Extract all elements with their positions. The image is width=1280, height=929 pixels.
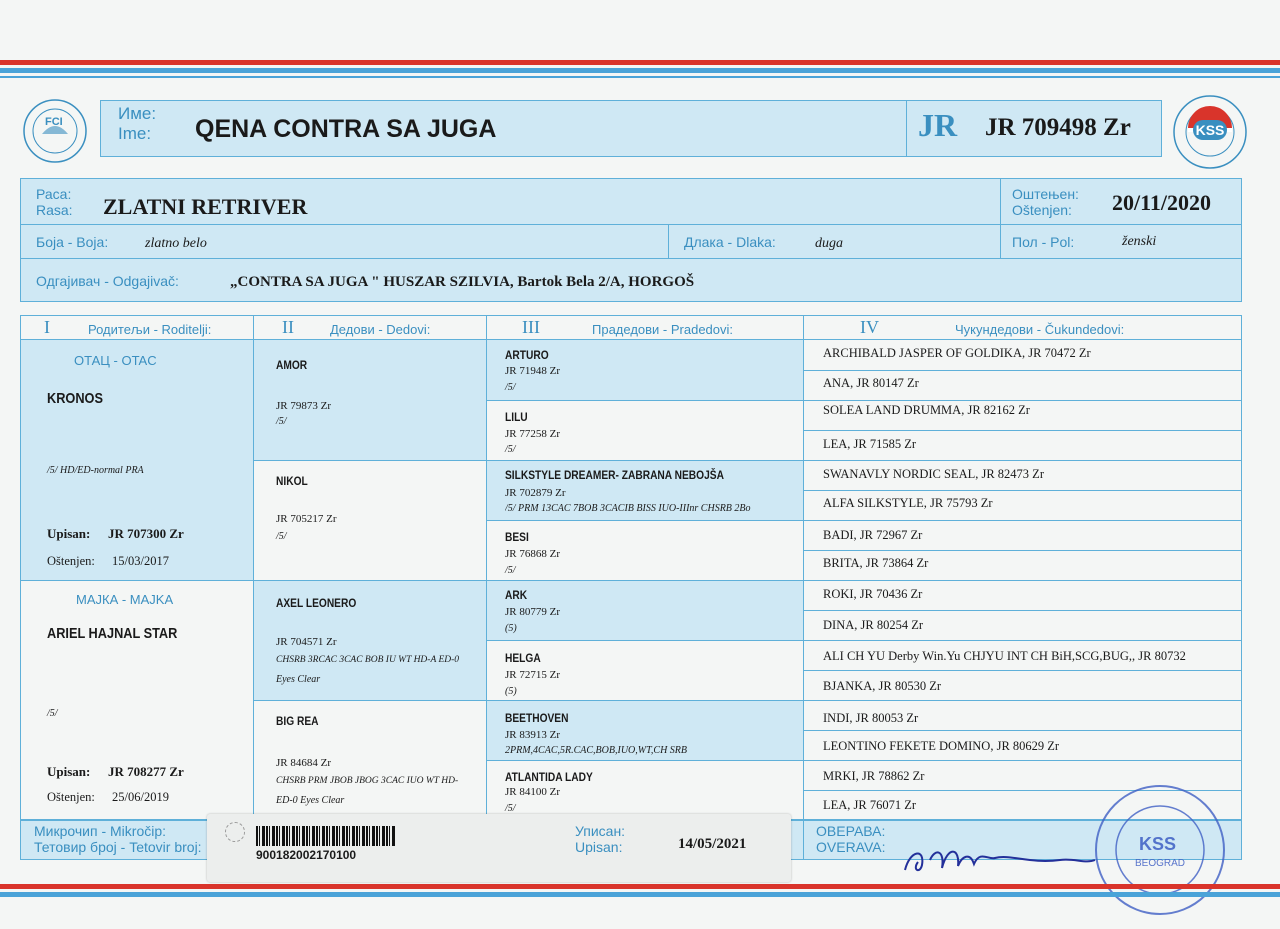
- info-divider-2: [20, 258, 1242, 259]
- g4-item: BADI, JR 72967 Zr: [823, 528, 923, 542]
- ggp-reg: JR 76868 Zr: [505, 548, 560, 560]
- g4-item: BJANKA, JR 80530 Zr: [823, 679, 942, 693]
- sire-name: KRONOS: [47, 390, 103, 407]
- gp-notes-2: Eyes Clear: [276, 674, 321, 685]
- breed-label-lat: Rasa:: [36, 202, 73, 218]
- header-g4-num: IV: [860, 317, 879, 337]
- upisan-label-cyr: Уписан:: [575, 823, 626, 839]
- g4-item: INDI, JR 80053 Zr: [823, 711, 919, 725]
- vline-1: [253, 315, 254, 820]
- gp-reg: JR 79873 Zr: [276, 400, 331, 412]
- fci-logo-text: FCI: [45, 116, 63, 128]
- gp-notes: CHSRB PRM JBOB JBOG 3CAC IUO WT HD-: [276, 776, 459, 786]
- top-stripe-red: [0, 60, 1280, 65]
- gp-notes: /5/: [276, 531, 287, 542]
- g4-item: LEONTINO FEKETE DOMINO, JR 80629 Zr: [823, 739, 1060, 753]
- barcode-seal-icon: [225, 822, 245, 842]
- gp-reg: JR 84684 Zr: [276, 757, 331, 769]
- ggp-reg: JR 72715 Zr: [505, 669, 560, 681]
- breed-value: ZLATNI RETRIVER: [103, 194, 308, 219]
- color-value: zlatno belo: [145, 236, 207, 251]
- kss-stamp: [1090, 780, 1230, 920]
- sire-reg: JR 707300 Zr: [108, 526, 184, 541]
- breed-label-cyr: Раса:: [36, 186, 72, 202]
- sire-reg-label: Upisan:: [47, 526, 91, 541]
- born-label-cyr: Оштењен:: [1012, 186, 1079, 202]
- ggp-reg: JR 71948 Zr: [505, 365, 560, 377]
- ggp-reg: JR 80779 Zr: [505, 606, 560, 618]
- sire-notes: /5/ HD/ED-normal PRA: [47, 465, 144, 476]
- dam-role: МАЈКА - MAJKA: [76, 592, 174, 607]
- chip-label-2: Тетовир број - Tetovir broj:: [34, 839, 202, 855]
- ggp-notes: (5): [505, 686, 517, 697]
- ggp-notes: /5/: [505, 444, 516, 455]
- top-stripe-blue-2: [0, 76, 1280, 78]
- barcode: [256, 826, 396, 846]
- gp-notes: CHSRB 3RCAC 3CAC BOB IU WT HD-A ED-0: [276, 655, 460, 665]
- gp-reg: JR 704571 Zr: [276, 636, 337, 648]
- registration-number: JR 709498 Zr: [985, 114, 1131, 141]
- ggp-name: BESI: [505, 530, 529, 544]
- g4-item: LEA, JR 71585 Zr: [823, 437, 917, 451]
- g4-item: DINA, JR 80254 Zr: [823, 618, 923, 632]
- breeder-label: Одгајивач - Odgajivač:: [36, 273, 179, 289]
- ggp-name: ARTURO: [505, 348, 549, 362]
- ggp-name: ATLANTIDA LADY: [505, 770, 593, 784]
- name-label-cyr: Име:: [118, 104, 157, 123]
- coat-value: duga: [815, 236, 843, 251]
- ggp-reg: JR 83913 Zr: [505, 729, 560, 741]
- sire-born-label: Oštenjen:: [47, 554, 95, 568]
- header-g3-num: III: [522, 317, 540, 337]
- breeder-value: „CONTRA SA JUGA " HUSZAR SZILVIA, Bartok Bela 2/A, HORGOŠ: [230, 274, 695, 290]
- coat-label: Длака - Dlaka:: [684, 234, 776, 250]
- bottom-stripe-blue: [0, 892, 1280, 897]
- header-g2-num: II: [282, 317, 294, 337]
- signature: [900, 830, 1100, 880]
- g4-item: ROKI, JR 70436 Zr: [823, 587, 923, 601]
- g4-item: LEA, JR 76071 Zr: [823, 798, 917, 812]
- overava-label-cyr: ОВЕРАВА:: [816, 823, 886, 839]
- gp-notes: /5/: [276, 416, 287, 427]
- header-g1: Родитељи - Roditelji:: [88, 322, 212, 337]
- sex-value: ženski: [1122, 234, 1157, 249]
- sex-label: Пол - Pol:: [1012, 234, 1075, 250]
- ggp-notes: /5/ PRM 13CAC 7BOB 3CACIB BISS IUO-IIInr CHSRB 2Bo: [505, 503, 751, 514]
- ggp-name: HELGA: [505, 651, 541, 665]
- ggp-name: SILKSTYLE DREAMER- ZABRANA NEBOJŠA: [505, 468, 724, 482]
- dam-notes: /5/: [47, 708, 58, 719]
- g4-column: [803, 340, 1241, 820]
- g4-item: ARCHIBALD JASPER OF GOLDIKA, JR 70472 Zr: [823, 346, 1091, 360]
- g4-item: BRITA, JR 73864 Zr: [823, 556, 929, 570]
- born-value: 20/11/2020: [1112, 190, 1212, 215]
- ggp-notes: (5): [505, 623, 517, 634]
- ggp-name: ARK: [505, 588, 528, 602]
- top-stripe-blue: [0, 68, 1280, 73]
- gp-name: NIKOL: [276, 474, 308, 488]
- header-g2: Дедови - Dedovi:: [330, 322, 431, 337]
- dog-name: QENA CONTRA SA JUGA: [195, 115, 497, 143]
- ggp-notes: /5/: [505, 803, 516, 814]
- ggp-notes: /5/: [505, 565, 516, 576]
- stamp-text: KSS: [1139, 834, 1177, 854]
- name-label-lat: Ime:: [118, 124, 152, 143]
- ggp-reg: JR 77258 Zr: [505, 428, 560, 440]
- sire-born: 15/03/2017: [112, 554, 169, 568]
- gp-notes-2: ED-0 Eyes Clear: [276, 795, 345, 806]
- gp-reg: JR 705217 Zr: [276, 513, 337, 525]
- g4-item: ALI CH YU Derby Win.Yu CHJYU INT CH BiH,SCG,BUG,, JR 80732: [823, 649, 1186, 663]
- dam-born-label: Oštenjen:: [47, 790, 95, 804]
- chip-label-1: Микрочип - Mikročip:: [34, 823, 167, 839]
- ggp-notes: 2PRM,4CAC,5R.CAC,BOB,IUO,WT,CH SRB: [505, 745, 688, 756]
- dam-name: ARIEL HAJNAL STAR: [47, 625, 178, 642]
- ggp-name: BEETHOVEN: [505, 711, 569, 725]
- stamp-city: BEOGRAD: [1135, 858, 1186, 869]
- kss-logo-text: KSS: [1193, 120, 1227, 140]
- gp-name: AMOR: [276, 358, 308, 372]
- upisan-date: 14/05/2021: [678, 836, 747, 852]
- ggp-name: LILU: [505, 410, 528, 424]
- dam-reg-label: Upisan:: [47, 764, 91, 779]
- ggp-notes: /5/: [505, 382, 516, 393]
- info-vdivider-1: [1000, 178, 1001, 258]
- dam-reg: JR 708277 Zr: [108, 764, 184, 779]
- overava-label-lat: OVERAVA:: [816, 839, 886, 855]
- vline-2: [486, 315, 487, 820]
- ggp-reg: JR 84100 Zr: [505, 786, 560, 798]
- header-g3: Прадедови - Pradedovi:: [592, 322, 734, 337]
- ggp-reg: JR 702879 Zr: [505, 487, 566, 499]
- info-vdivider-2: [668, 224, 669, 258]
- born-label-lat: Oštenjen:: [1012, 202, 1072, 218]
- gp-name: BIG REA: [276, 714, 319, 728]
- g4-item: MRKI, JR 78862 Zr: [823, 769, 925, 783]
- g4-item: SOLEA LAND DRUMMA, JR 82162 Zr: [823, 403, 1030, 417]
- color-label: Боја - Boja:: [36, 234, 109, 250]
- header-g1-num: I: [44, 317, 50, 337]
- sire-role: ОТАЦ - OTAC: [74, 353, 157, 368]
- fci-logo: [22, 98, 88, 164]
- bottom-stripe-red: [0, 884, 1280, 889]
- sire-cell: [21, 340, 253, 580]
- chip-number: 900182002170100: [256, 848, 357, 862]
- dam-born: 25/06/2019: [112, 790, 169, 804]
- upisan-label-lat: Upisan:: [575, 839, 623, 855]
- footer-vdivider: [803, 820, 804, 860]
- registry-prefix: JR: [918, 107, 958, 143]
- g4-item: SWANAVLY NORDIC SEAL, JR 82473 Zr: [823, 467, 1044, 481]
- info-divider-1: [20, 224, 1242, 225]
- kss-logo: [1172, 94, 1248, 170]
- header-g4: Чукундедови - Čukundedovi:: [955, 322, 1125, 337]
- gp-name: AXEL LEONERO: [276, 596, 357, 610]
- g4-item: ANA, JR 80147 Zr: [823, 376, 919, 390]
- g4-item: ALFA SILKSTYLE, JR 75793 Zr: [823, 496, 993, 510]
